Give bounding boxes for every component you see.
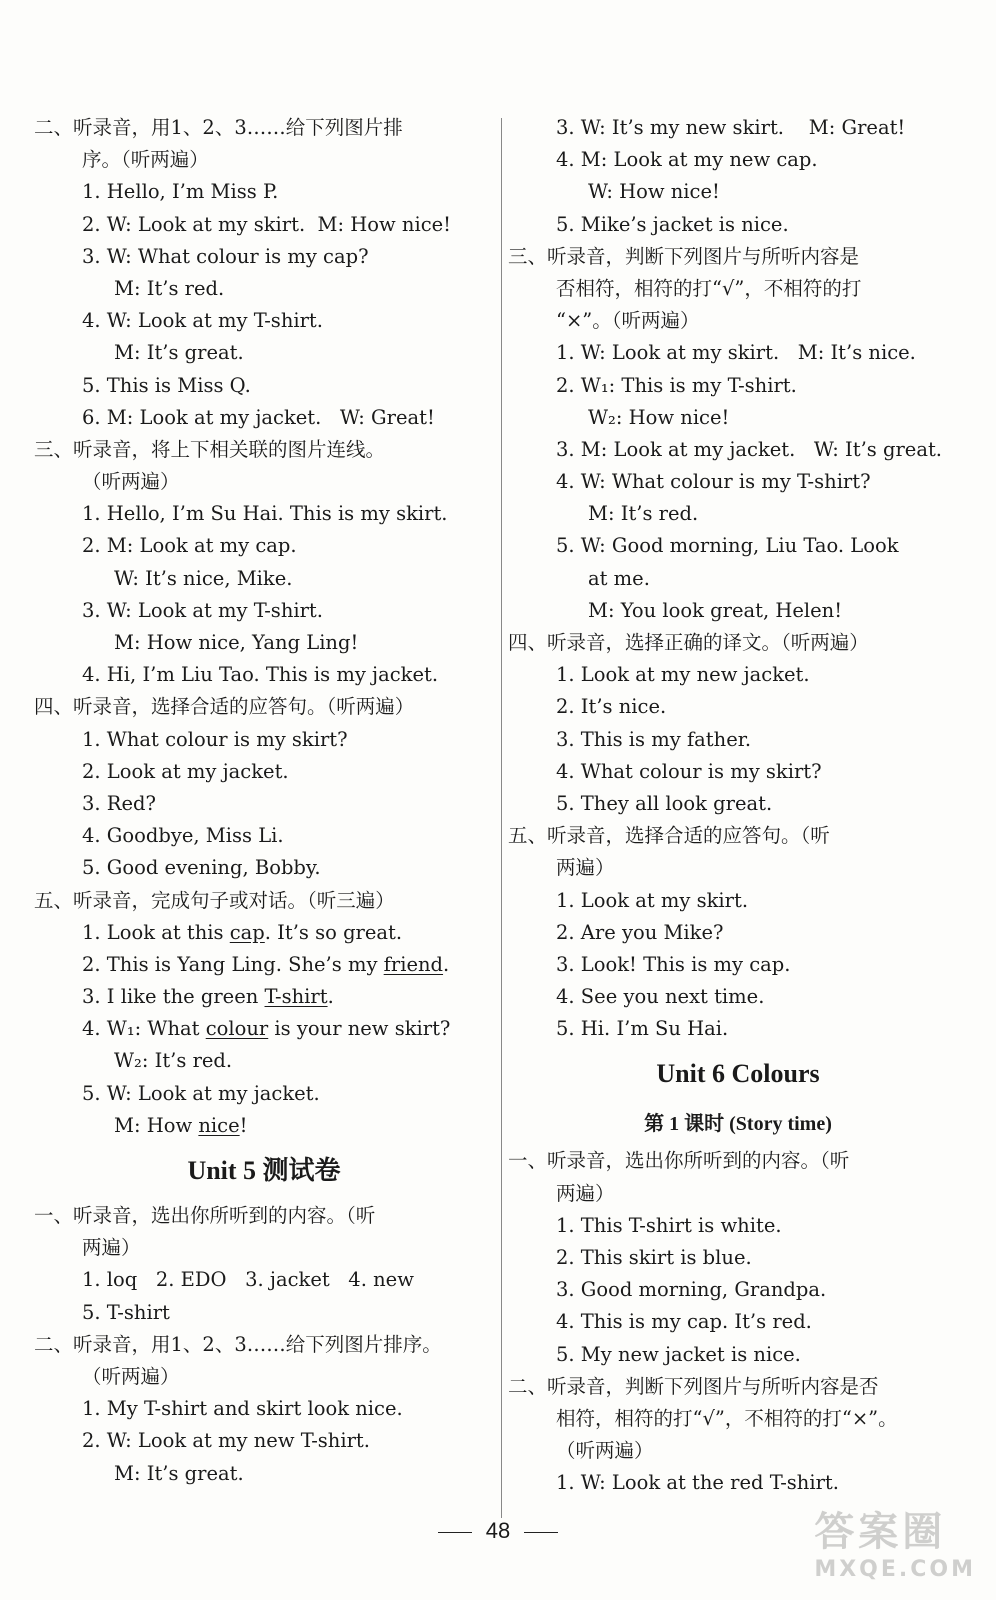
transcript-line: 6. M: Look at my jacket. W: Great! bbox=[82, 405, 435, 429]
transcript-line: W: How nice! bbox=[588, 180, 720, 204]
line-text: 3. I like the green bbox=[82, 985, 265, 1009]
section-heading: 五、听录音，完成句子或对话。（听三遍） bbox=[34, 888, 395, 912]
transcript-line: 5. Good evening, Bobby. bbox=[82, 856, 321, 880]
transcript-line: 1. W: Look at my skirt. M: It’s nice. bbox=[556, 341, 916, 365]
transcript-line: 2. Look at my jacket. bbox=[82, 759, 289, 783]
transcript-line: 5. Hi. I’m Su Hai. bbox=[556, 1017, 729, 1041]
section-heading-continued: 序。（听两遍） bbox=[82, 148, 209, 172]
transcript-line: 4. Goodbye, Miss Li. bbox=[82, 824, 284, 848]
watermark-url: MXQE.COM bbox=[814, 1557, 976, 1582]
section-heading-continued: （听两遍） bbox=[82, 1364, 180, 1388]
transcript-line: 4. M: Look at my new cap. bbox=[556, 148, 818, 172]
line-text: M: How bbox=[114, 1113, 199, 1137]
transcript-line: 1. W: Look at the red T-shirt. bbox=[556, 1471, 839, 1495]
transcript-line: W: It’s nice, Mike. bbox=[114, 566, 293, 590]
transcript-line: 4. W: Look at my T-shirt. bbox=[82, 309, 323, 333]
line-text: 4. W₁: What bbox=[82, 1017, 206, 1041]
transcript-line: 1. Look at my skirt. bbox=[556, 888, 749, 912]
section-heading-continued: “×”。（听两遍） bbox=[556, 309, 700, 333]
section-heading: 四、听录音，选择合适的应答句。（听两遍） bbox=[34, 695, 415, 719]
transcript-line: W₂: How nice! bbox=[588, 405, 730, 429]
transcript-line: 5. They all look great. bbox=[556, 791, 773, 815]
transcript-line: 4. See you next time. bbox=[556, 985, 765, 1009]
transcript-line: 3. W: It’s my new skirt. M: Great! bbox=[556, 116, 906, 139]
transcript-line: 4. What colour is my skirt? bbox=[556, 759, 822, 783]
filled-answer: colour bbox=[205, 1017, 269, 1041]
filled-answer: T-shirt bbox=[264, 985, 328, 1009]
transcript-line: 3. This is my father. bbox=[556, 727, 752, 751]
transcript-line: 4. This is my cap. It’s red. bbox=[556, 1310, 812, 1334]
section-heading-continued: 两遍） bbox=[556, 856, 615, 880]
transcript-line: 3. W: Look at my T-shirt. bbox=[82, 598, 323, 622]
section-heading: 一、听录音，选出你所听到的内容。（听 bbox=[34, 1204, 376, 1227]
transcript-line: W₂: It’s red. bbox=[114, 1049, 233, 1073]
watermark-logo bbox=[814, 1500, 976, 1582]
transcript-line: 5. T-shirt bbox=[82, 1300, 170, 1324]
section-heading-continued: 相符，相符的打“√”，不相符的打“×”。 bbox=[556, 1406, 898, 1430]
lesson-title: 第 1 课时 (Story time) bbox=[644, 1113, 832, 1136]
transcript-line: 1. loq 2. EDO 3. jacket 4. new bbox=[82, 1268, 414, 1292]
transcript-line: 5. This is Miss Q. bbox=[82, 373, 251, 397]
section-heading: 三、听录音，将上下相关联的图片连线。 bbox=[34, 437, 386, 461]
column-divider bbox=[501, 118, 502, 1518]
unit-title: Unit 5 测试卷 bbox=[187, 1156, 341, 1185]
page-number: 48 bbox=[485, 1518, 511, 1543]
transcript-line: 3. Look! This is my cap. bbox=[556, 952, 791, 976]
transcript-line bbox=[34, 917, 494, 949]
footer-dash-right bbox=[524, 1532, 558, 1533]
filled-answer: friend bbox=[383, 952, 444, 976]
transcript-line: 3. M: Look at my jacket. W: It’s great. bbox=[556, 437, 942, 461]
transcript-line: M: You look great, Helen! bbox=[588, 598, 843, 622]
transcript-line: M: It’s red. bbox=[114, 276, 225, 300]
section-heading-continued: （听两遍） bbox=[82, 470, 180, 494]
section-heading-continued: 两遍） bbox=[82, 1236, 141, 1260]
right-column bbox=[508, 112, 968, 1500]
transcript-line: 5. Mike’s jacket is nice. bbox=[556, 212, 789, 236]
line-text: . It’s so great. bbox=[264, 920, 403, 944]
left-column bbox=[34, 112, 494, 1490]
transcript-line bbox=[34, 981, 494, 1013]
section-heading: 一、听录音，选出你所听到的内容。（听 bbox=[508, 1149, 850, 1173]
transcript-line: M: It’s great. bbox=[114, 1461, 244, 1485]
transcript-line: 3. W: What colour is my cap? bbox=[82, 244, 369, 268]
footer-dash-left bbox=[438, 1532, 472, 1533]
transcript-line: 1. My T-shirt and skirt look nice. bbox=[82, 1397, 403, 1421]
line-text: 2. This is Yang Ling. She’s my bbox=[82, 952, 384, 976]
transcript-line: 2. It’s nice. bbox=[556, 695, 667, 719]
section-heading: 五、听录音，选择合适的应答句。（听 bbox=[508, 824, 830, 848]
line-text: is your new skirt? bbox=[268, 1017, 451, 1041]
transcript-line: M: How nice, Yang Ling! bbox=[114, 631, 359, 654]
transcript-line: 5. W: Look at my jacket. bbox=[82, 1081, 320, 1105]
transcript-line: 2. Are you Mike? bbox=[556, 920, 724, 944]
transcript-line: 2. W: Look at my new T-shirt. bbox=[82, 1429, 370, 1453]
transcript-line: 3. Red? bbox=[82, 791, 156, 815]
transcript-line: 1. Hello, I’m Su Hai. This is my skirt. bbox=[82, 502, 448, 526]
transcript-line: 1. Look at my new jacket. bbox=[556, 663, 810, 687]
transcript-line: 4. W: What colour is my T-shirt? bbox=[556, 470, 871, 494]
unit-title: Unit 6 Colours bbox=[656, 1059, 820, 1089]
section-heading-continued: （听两遍） bbox=[556, 1439, 654, 1463]
filled-answer: cap bbox=[229, 920, 265, 944]
transcript-line bbox=[34, 1013, 494, 1045]
transcript-line bbox=[34, 949, 494, 981]
section-heading: 二、听录音，判断下列图片与所听内容是否 bbox=[508, 1374, 879, 1398]
transcript-line: 1. This T-shirt is white. bbox=[556, 1213, 782, 1237]
transcript-line: 1. Hello, I’m Miss P. bbox=[82, 180, 279, 204]
transcript-line bbox=[34, 1110, 494, 1142]
line-text: . bbox=[327, 985, 334, 1009]
transcript-line: 2. This skirt is blue. bbox=[556, 1246, 752, 1269]
section-heading: 二、听录音，用1、2、3……给下列图片排序。 bbox=[34, 1332, 442, 1356]
transcript-line: 2. W₁: This is my T-shirt. bbox=[556, 373, 797, 397]
transcript-line: 4. Hi, I’m Liu Tao. This is my jacket. bbox=[82, 663, 439, 687]
transcript-line: M: It’s red. bbox=[588, 502, 699, 526]
filled-answer: nice bbox=[198, 1113, 240, 1137]
transcript-line: 3. Good morning, Grandpa. bbox=[556, 1278, 827, 1302]
section-heading: 二、听录音，用1、2、3……给下列图片排 bbox=[34, 116, 403, 139]
section-heading-continued: 否相符，相符的打“√”，不相符的打 bbox=[556, 276, 862, 300]
transcript-line: M: It’s great. bbox=[114, 341, 244, 365]
section-heading: 三、听录音，判断下列图片与所听内容是 bbox=[508, 244, 860, 268]
transcript-line: 1. What colour is my skirt? bbox=[82, 727, 348, 751]
section-heading-continued: 两遍） bbox=[556, 1181, 615, 1205]
watermark-text: 答案圈 bbox=[814, 1509, 947, 1555]
transcript-line: 2. W: Look at my skirt. M: How nice! bbox=[82, 212, 452, 236]
transcript-line: 5. My new jacket is nice. bbox=[556, 1342, 801, 1366]
section-heading: 四、听录音，选择正确的译文。（听两遍） bbox=[508, 631, 869, 654]
line-text: ! bbox=[239, 1113, 248, 1137]
transcript-line: 5. W: Good morning, Liu Tao. Look bbox=[556, 534, 899, 558]
line-text: 1. Look at this bbox=[82, 920, 230, 944]
transcript-line: 2. M: Look at my cap. bbox=[82, 534, 297, 558]
line-text: . bbox=[443, 952, 450, 976]
transcript-line: at me. bbox=[588, 566, 650, 590]
